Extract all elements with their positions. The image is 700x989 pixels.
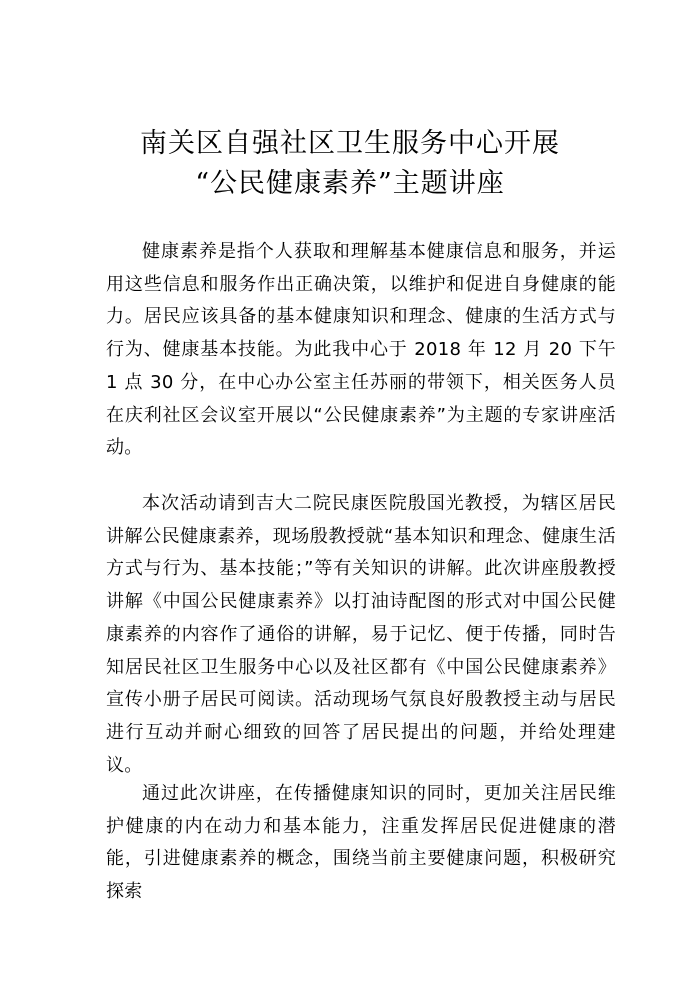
paragraph-summary: 通过此次讲座，在传播健康知识的同时，更加关注居民维护健康的内在动力和基本能力，注重发挥居民促进健康的潜能，引进健康素养的概念，围绕当前主要健康问题，积极研究探索 [106,783,616,903]
paragraph-activity: 本次活动请到吉大二院民康医院殷国光教授，为辖区居民讲解公民健康素养，现场殷教授就“基本知识和理念、健康生活方式与行为、基本技能；”等有关知识的讲解。此次讲座殷教授讲解《中国公民健康素养》以打油诗配图的形式对中国公民健康素养的内容作了通俗的讲解，易于记忆、便于传播，同时告知居民社区卫生服务中心以及社区都有《中国公民健康素养》宣传小册子居民可阅读。活动现场气氛良好殷教授主动与居民进行互动并耐心细致的回答了居民提出的问题，并给处理建议。 [106,493,616,776]
document-title-line-2: “公民健康素养”主题讲座 [195,168,505,199]
paragraph-intro: 健康素养是指个人获取和理解基本健康信息和服务，并运用这些信息和服务作出正确决策，以维护和促进自身健康的能力。居民应该具备的基本健康知识和理念、健康的生活方式与行为、健康基本技能。为此我中心于 2018 年 12 月 20 下午 1 点 30 分，在中心办公室主任苏丽的带领下，相关医务人员在庆利社区会议室开展以“公民健康素养”为主题的专家讲座活动。 [106,241,616,459]
document-title-line-1: 南关区自强社区卫生服务中心开展 [140,128,560,159]
